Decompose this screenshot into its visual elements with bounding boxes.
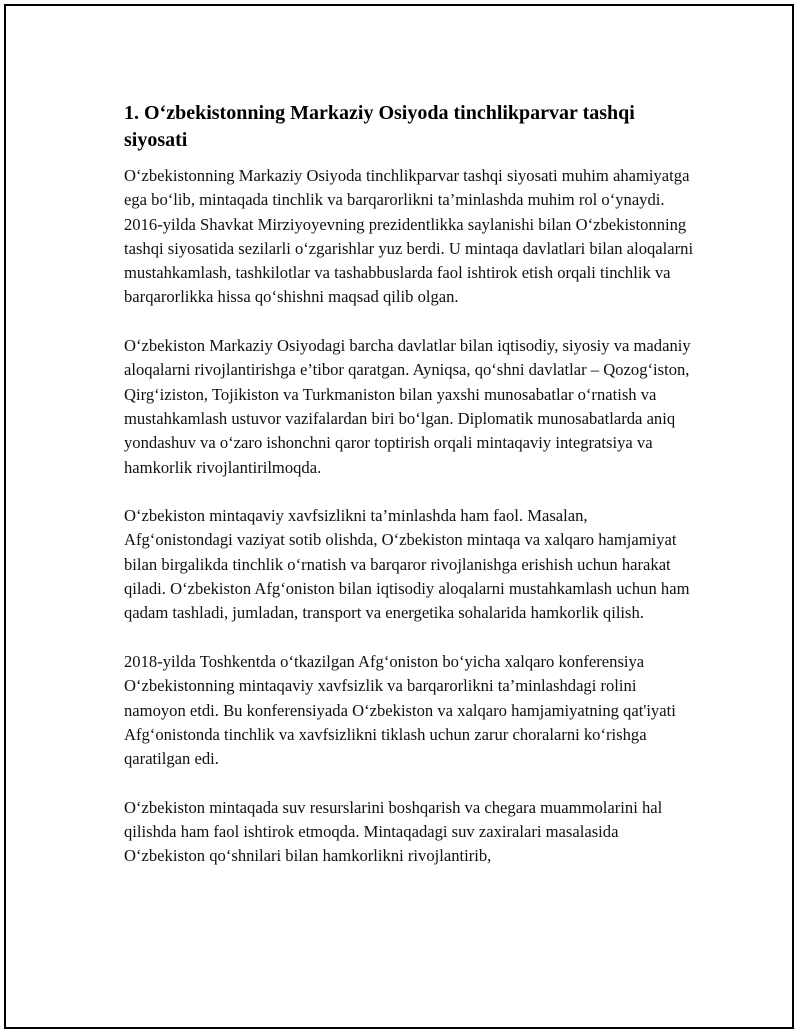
document-body xyxy=(124,100,694,893)
document-title: 1. O‘zbekistonning Markaziy Osiyoda tinchlikparvar tashqi siyosati xyxy=(124,102,635,151)
paragraph-2: O‘zbekiston Markaziy Osiyodagi barcha davlatlar bilan iqtisodiy, siyosiy va madaniy aloqalarni rivojlantirishga e’tibor qaratgan. Ayniqsa, qo‘shni davlatlar – Qozog‘iston, Qirg‘iziston, Tojikiston va Turkmaniston bilan yaxshi munosabatlar o‘rnatish va mustahkamlash ustuvor vazifalardan biri bo‘lgan. Diplomatik munosabatlarda aniq yondashuv va o‘zaro ishonchni qaror toptirish orqali mintaqaviy integratsiya va hamkorlik rivojlantirilmoqda. xyxy=(124,336,691,477)
paragraph-3: O‘zbekiston mintaqaviy xavfsizlikni ta’minlashda ham faol. Masalan, Afg‘onistondagi vaziyat sotib olishda, O‘zbekiston mintaqa va xalqaro hamjamiyat bilan birgalikda tinchlik o‘rnatish va barqaror rivojlanishga erishish uchun harakat qiladi. O‘zbekiston Afg‘oniston bilan iqtisodiy aloqalarni mustahkamlash uchun ham qadam tashladi, jumladan, transport va energetika sohalarida hamkorlik qilish. xyxy=(124,506,690,623)
paragraph-1: O‘zbekistonning Markaziy Osiyoda tinchlikparvar tashqi siyosati muhim ahamiyatga ega bo‘lib, mintaqada tinchlik va barqarorlikni ta’minlashda muhim rol o‘ynaydi. 2016-yilda Shavkat Mirziyoyevning prezidentlikka saylanishi bilan O‘zbekistonning tashqi siyosatida sezilarli o‘zgarishlar yuz berdi. U mintaqa davlatlari bilan aloqalarni mustahkamlash, tashkilotlar va tashabbuslarda faol ishtirok etish orqali tinchlik va barqarorlikka hissa qo‘shishni maqsad qilib olgan. xyxy=(124,166,694,307)
page-frame xyxy=(4,4,794,1029)
paragraph-5: O‘zbekiston mintaqada suv resurslarini boshqarish va chegara muammolarini hal qilishda ham faol ishtirok etmoqda. Mintaqadagi suv zaxiralari masalasida O‘zbekiston qo‘shnilari bilan hamkorlikni rivojlantirib, xyxy=(124,797,663,866)
paragraph-4: 2018-yilda Toshkentda o‘tkazilgan Afg‘oniston bo‘yicha xalqaro konferensiya O‘zbekistonning mintaqaviy xavfsizlik va barqarorlikni ta’minlashdagi rolini namoyon etdi. Bu konferensiyada O‘zbekiston va xalqaro hamjamiyatning qat'iyati Afg‘onistonda tinchlik va xavfsizlikni tiklash uchun zarur choralarni ko‘rishga qaratilgan edi. xyxy=(124,651,676,769)
